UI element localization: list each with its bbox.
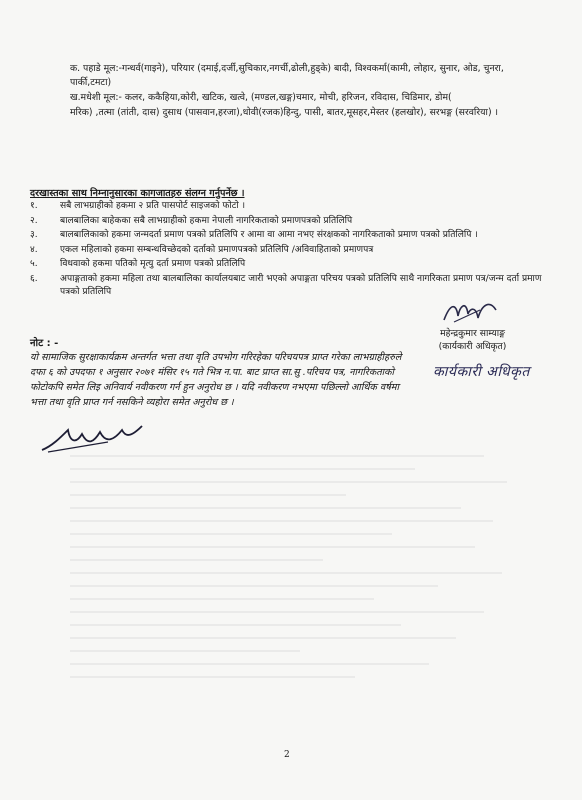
note-signature (38, 420, 148, 456)
officer-stamp-text: कार्यकारी अधिकृत (433, 364, 530, 380)
list-item (30, 258, 550, 272)
caste-line-madhesh: ख.मधेशी मूल:- कलर, ककैहिया,कोरी, खटिक, खत्वे, (मण्डल,खङ्ग)चमार, मोची, हरिजन, रविदास, चिडिमार, डोम( (70, 92, 452, 103)
item-number: ४. (30, 244, 38, 255)
item-number: ६. (30, 273, 38, 284)
reverse-side-bleed-through (70, 455, 530, 725)
item-text: अपाङ्गताको हकमा महिला तथा बालबालिका कार्यालयबाट जारी भएको अपाङ्गता परिचय पत्रको प्रतिलिपि साथै नागरिकता प्रमाण पत्र/जन्म दर्ता प्रमाण पत्रको प्रतिलिपि (60, 273, 542, 297)
page-number: 2 (284, 750, 290, 760)
list-item (30, 215, 550, 229)
caste-line-hill: क. पहाडे मूल:-गन्धर्व(गाइने), परियार (दमाई,दर्जी,सुचिकार,नगर्ची,ढोली,हुड्के) बादी, विश्वकर्मा(कामी, लोहार, सुनार, ओड, चुनरा, पार्की,टमटा) (70, 63, 504, 88)
documents-heading: दरखास्तका साथ निम्नानुसारका कागजातहरु संलग्न गर्नुपर्नेछ । (30, 188, 245, 199)
required-documents-list (30, 200, 550, 301)
list-item (30, 244, 550, 258)
item-number: १. (30, 201, 38, 211)
caste-line-madhesh-cont: मरिक) ,तत्मा (तांती, दास) दुसाध (पासवान,हरजा),धोवी(रजक)हिन्दु, पासी, बातर,मूसहर,मेस्तर (हलखोर), सरभङ्ग (सरवरिया) । (70, 107, 499, 118)
item-number: २. (30, 215, 38, 226)
list-item (30, 229, 550, 243)
item-text: बालबालिकाको हकमा जन्मदर्ता प्रमाण पत्रको प्रतिलिपि र आमा वा आमा नभए संरक्षकको नागरिकताको प्रमाण पत्रको प्रतिलिपि । (60, 230, 478, 240)
list-item (30, 200, 550, 214)
item-text: विधवाको हकमा पतिको मृत्यु दर्ता प्रमाण पत्रको प्रतिलिपि (60, 259, 246, 269)
item-text: एकल महिलाको हकमा सम्बन्धविच्छेदको दर्ताको प्रमाणपत्रको प्रतिलिपि /अविवाहिताको प्रमाणपत्र (60, 244, 374, 255)
officer-signature (440, 296, 500, 328)
item-number: ३. (30, 230, 38, 240)
item-text: बालबालिका बाहेकका सबै लाभग्राहीको हकमा नेपाली नागरिकताको प्रमाणपत्रको प्रतिलिपि (60, 215, 353, 226)
note-body: यो सामाजिक सुरक्षाकार्यक्रम अन्तर्गत भत्ता तथा वृति उपभोग गरिरहेका परिचयपत्र प्राप्त गरेका लाभग्राहीहरुले दफा ६ को उपदफा १ अनुसार २०७१ मंसिर १५ गते भित्र न.पा. बाट प्राप्त सा.सु .परिचय पत्र, नागरिकताको फोटोकपि समेत लिइ अनिवार्य नवीकरण गर्न हुन अनुरोध छ । यदि नवीकरण नभएमा पछिल्लो आर्थिक वर्षमा भत्ता तथा वृति प्राप्त गर्न नसकिने व्यहोरा समेत अनुरोध छ । (30, 352, 402, 408)
signatory-block (385, 327, 560, 353)
signatory-name: महेन्द्रकुमार साम्याङ्ग (440, 328, 505, 339)
note-label: नोट : - (30, 338, 59, 349)
item-text: सबै लाभग्राहीको हकमा २ प्रति पासपोर्ट साइजको फोटो । (60, 201, 246, 211)
caste-list (70, 62, 540, 121)
signatory-title: (कार्यकारी अधिकृत) (438, 341, 507, 352)
item-number: ५. (30, 259, 38, 269)
